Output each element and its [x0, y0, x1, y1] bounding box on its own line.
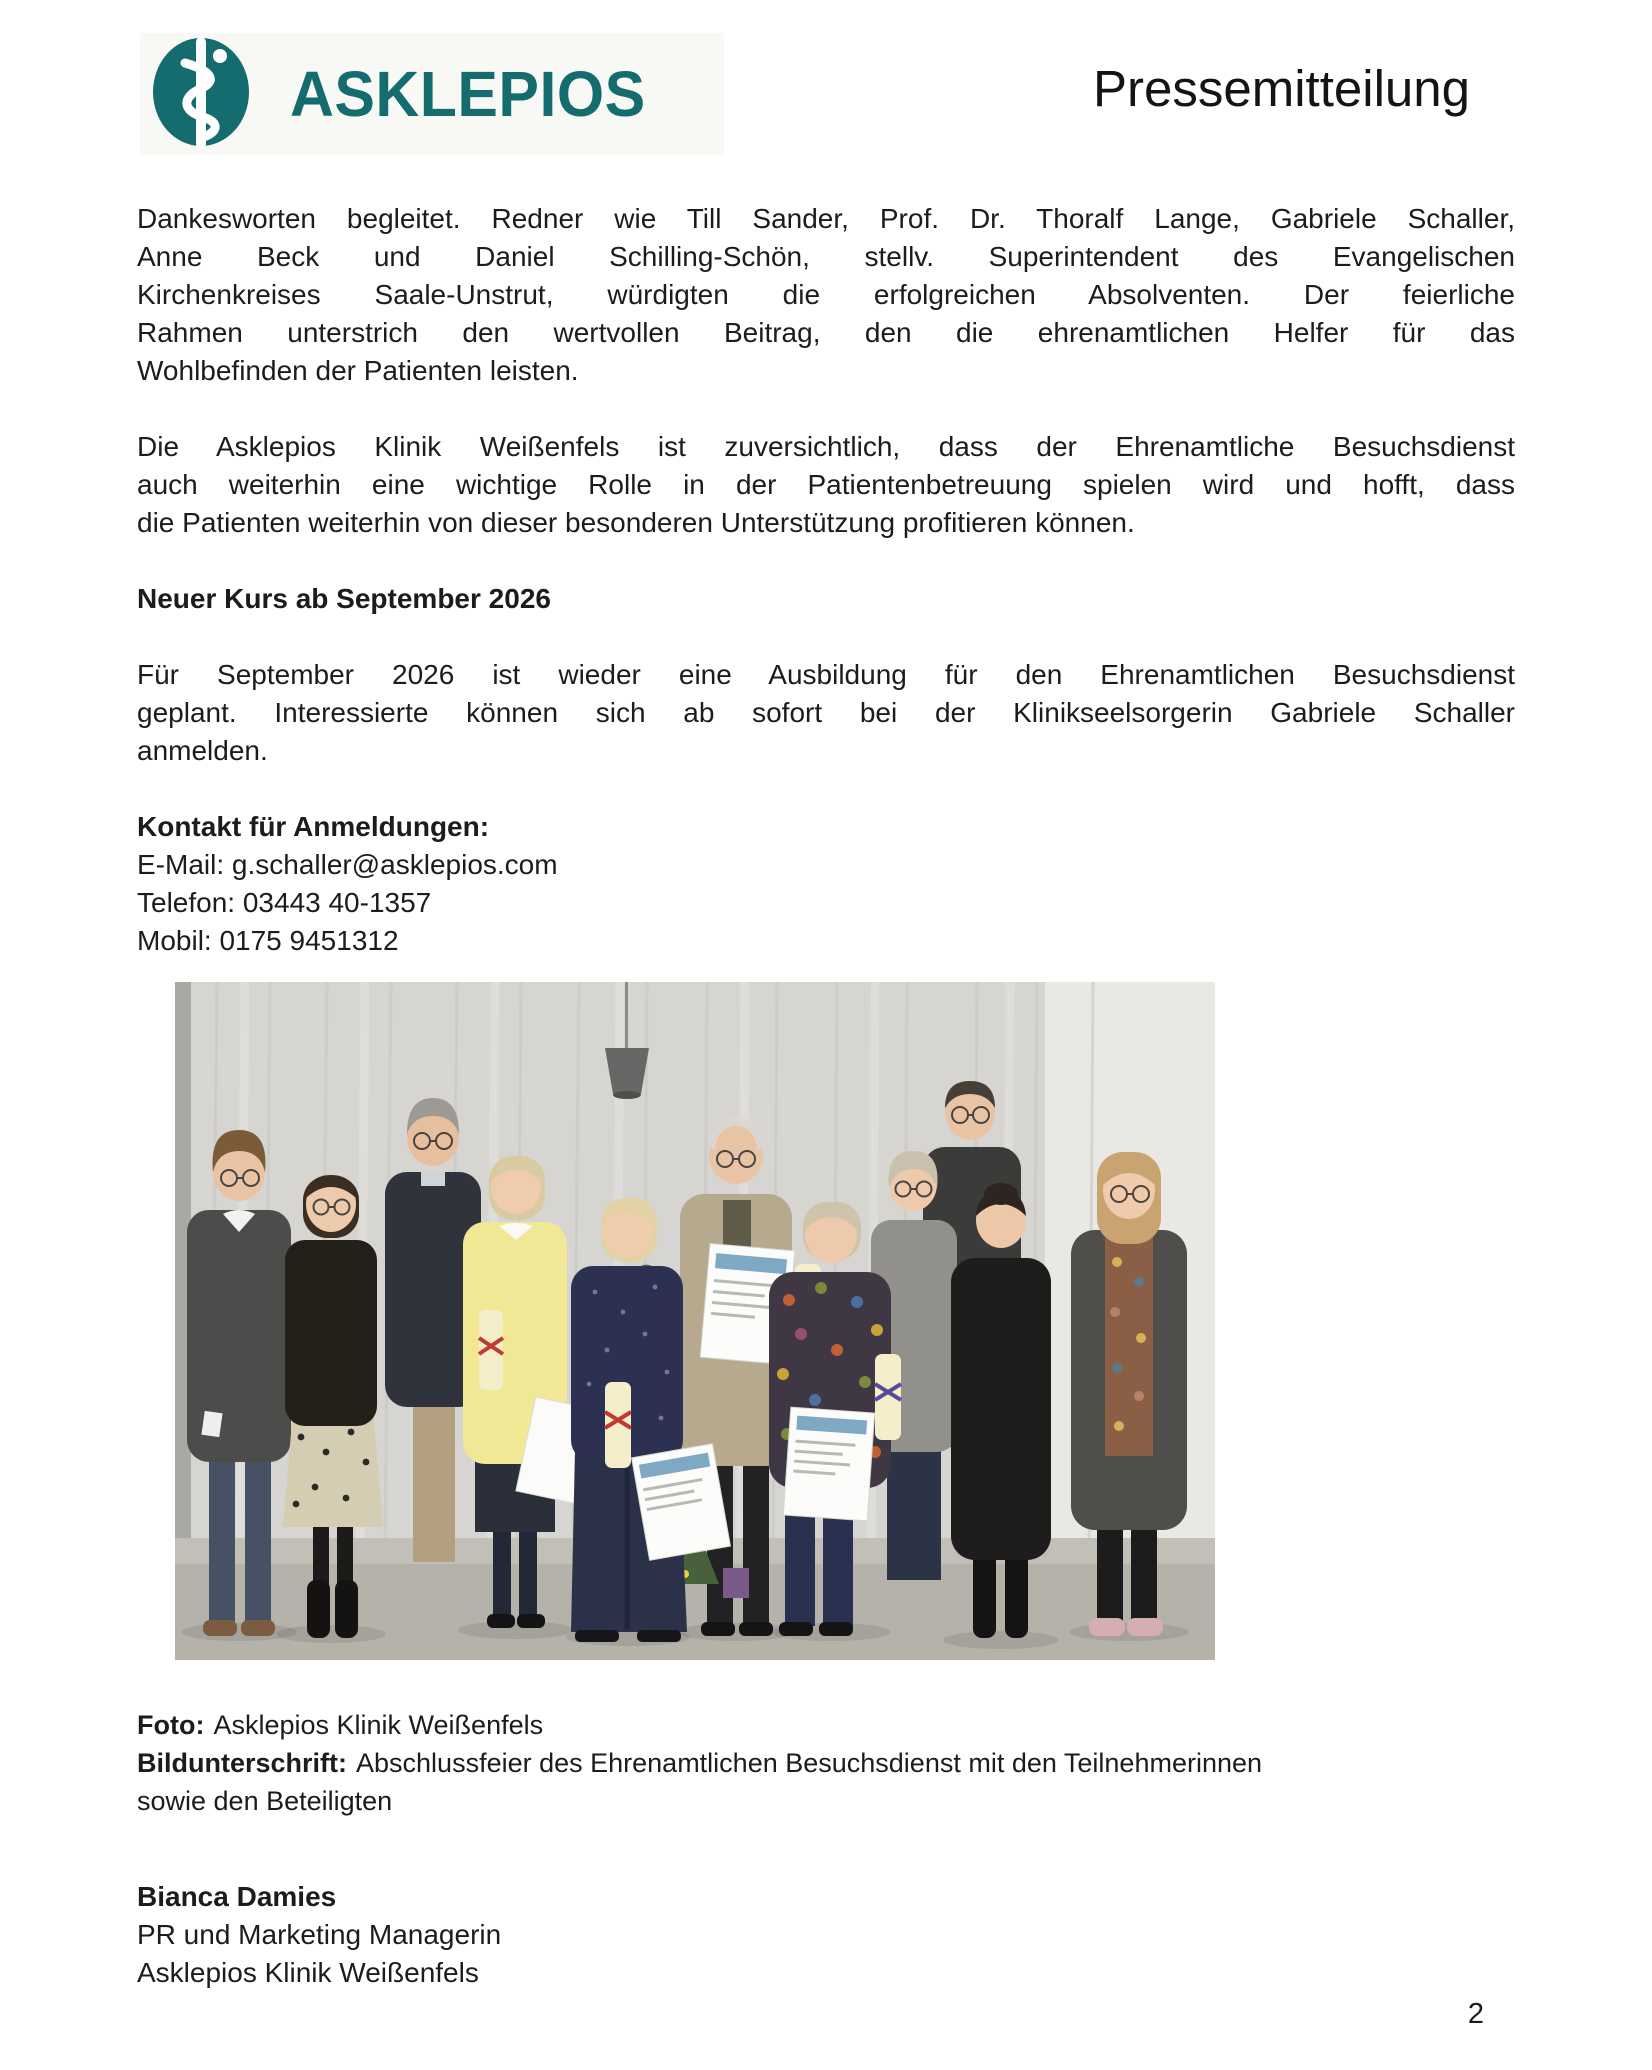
page-number: 2	[1467, 1998, 1484, 2030]
contact-block	[137, 808, 1515, 960]
photo-subtitle-line-1	[137, 1744, 1515, 1782]
photo-credit-label: Foto:	[137, 1710, 205, 1740]
candle	[605, 1382, 631, 1468]
photo-credit-line	[137, 1706, 1515, 1744]
paragraph-line: auch weiterhin eine wichtige Rolle in der Patientenbetreuung spielen wird und hofft, dass	[137, 469, 1515, 500]
certificate	[632, 1444, 731, 1561]
paragraph-line: Anne Beck und Daniel Schilling-Schön, stellv. Superintendent des Evangelischen	[137, 241, 1515, 272]
photo-caption	[137, 1706, 1515, 1820]
paragraph-line: die Patienten weiterhin von dieser besonderen Unterstützung profitieren können.	[137, 507, 1135, 538]
contact-person-organization: Asklepios Klinik Weißenfels	[137, 1957, 479, 1988]
contact-person-name: Bianca Damies	[137, 1881, 337, 1912]
paragraph-line: Wohlbefinden der Patienten leisten.	[137, 355, 579, 386]
paragraph-1	[137, 200, 1515, 390]
paragraph-line: Dankesworten begleitet. Redner wie Till Sander, Prof. Dr. Thoralf Lange, Gabriele Schaller,	[137, 203, 1515, 234]
paragraph-2	[137, 428, 1515, 542]
contact-mobile: Mobil: 0175 9451312	[137, 925, 399, 956]
contact-phone: Telefon: 03443 40-1357	[137, 887, 432, 918]
paragraph-line: Die Asklepios Klinik Weißenfels ist zuversichtlich, dass der Ehrenamtliche Besuchsdienst	[137, 431, 1515, 462]
contact-email: E-Mail: g.schaller@asklepios.com	[137, 849, 558, 880]
group-photo	[175, 982, 1215, 1660]
certificate	[783, 1407, 874, 1521]
paragraph-line: Rahmen unterstrich den wertvollen Beitrag, den die ehrenamtlichen Helfer für das	[137, 317, 1515, 348]
paragraph-line: Kirchenkreises Saale-Unstrut, würdigten die erfolgreichen Absolventen. Der feierliche	[137, 279, 1515, 310]
paragraph-3	[137, 656, 1515, 770]
paragraph-line: geplant. Interessierte können sich ab sofort bei der Klinikseelsorgerin Gabriele Schaller	[137, 697, 1515, 728]
photo-credit-text: Asklepios Klinik Weißenfels	[213, 1710, 544, 1740]
signature-block	[137, 1878, 1515, 1992]
asklepios-logo	[140, 33, 724, 155]
candle	[479, 1310, 503, 1390]
photo-subtitle-label: Bildunterschrift:	[137, 1748, 348, 1778]
photo-subtitle-text: Abschlussfeier des Ehrenamtlichen Besuchsdienst mit den Teilnehmerinnen	[356, 1748, 1263, 1778]
page-title: Pressemitteilung	[1093, 60, 1470, 117]
contact-person-role: PR und Marketing Managerin	[137, 1919, 502, 1950]
photo-subtitle-line-2: sowie den Beteiligten	[137, 1786, 393, 1816]
document-body	[137, 200, 1515, 1992]
contact-heading: Kontakt für Anmeldungen:	[137, 811, 490, 842]
asklepios-staff-icon	[140, 31, 262, 158]
paragraph-line: anmelden.	[137, 735, 268, 766]
candle	[875, 1354, 901, 1440]
section-heading: Neuer Kurs ab September 2026	[137, 583, 551, 614]
logo-wordmark: ASKLEPIOS	[290, 58, 646, 130]
paragraph-line: Für September 2026 ist wieder eine Ausbildung für den Ehrenamtlichen Besuchsdienst	[137, 659, 1515, 690]
